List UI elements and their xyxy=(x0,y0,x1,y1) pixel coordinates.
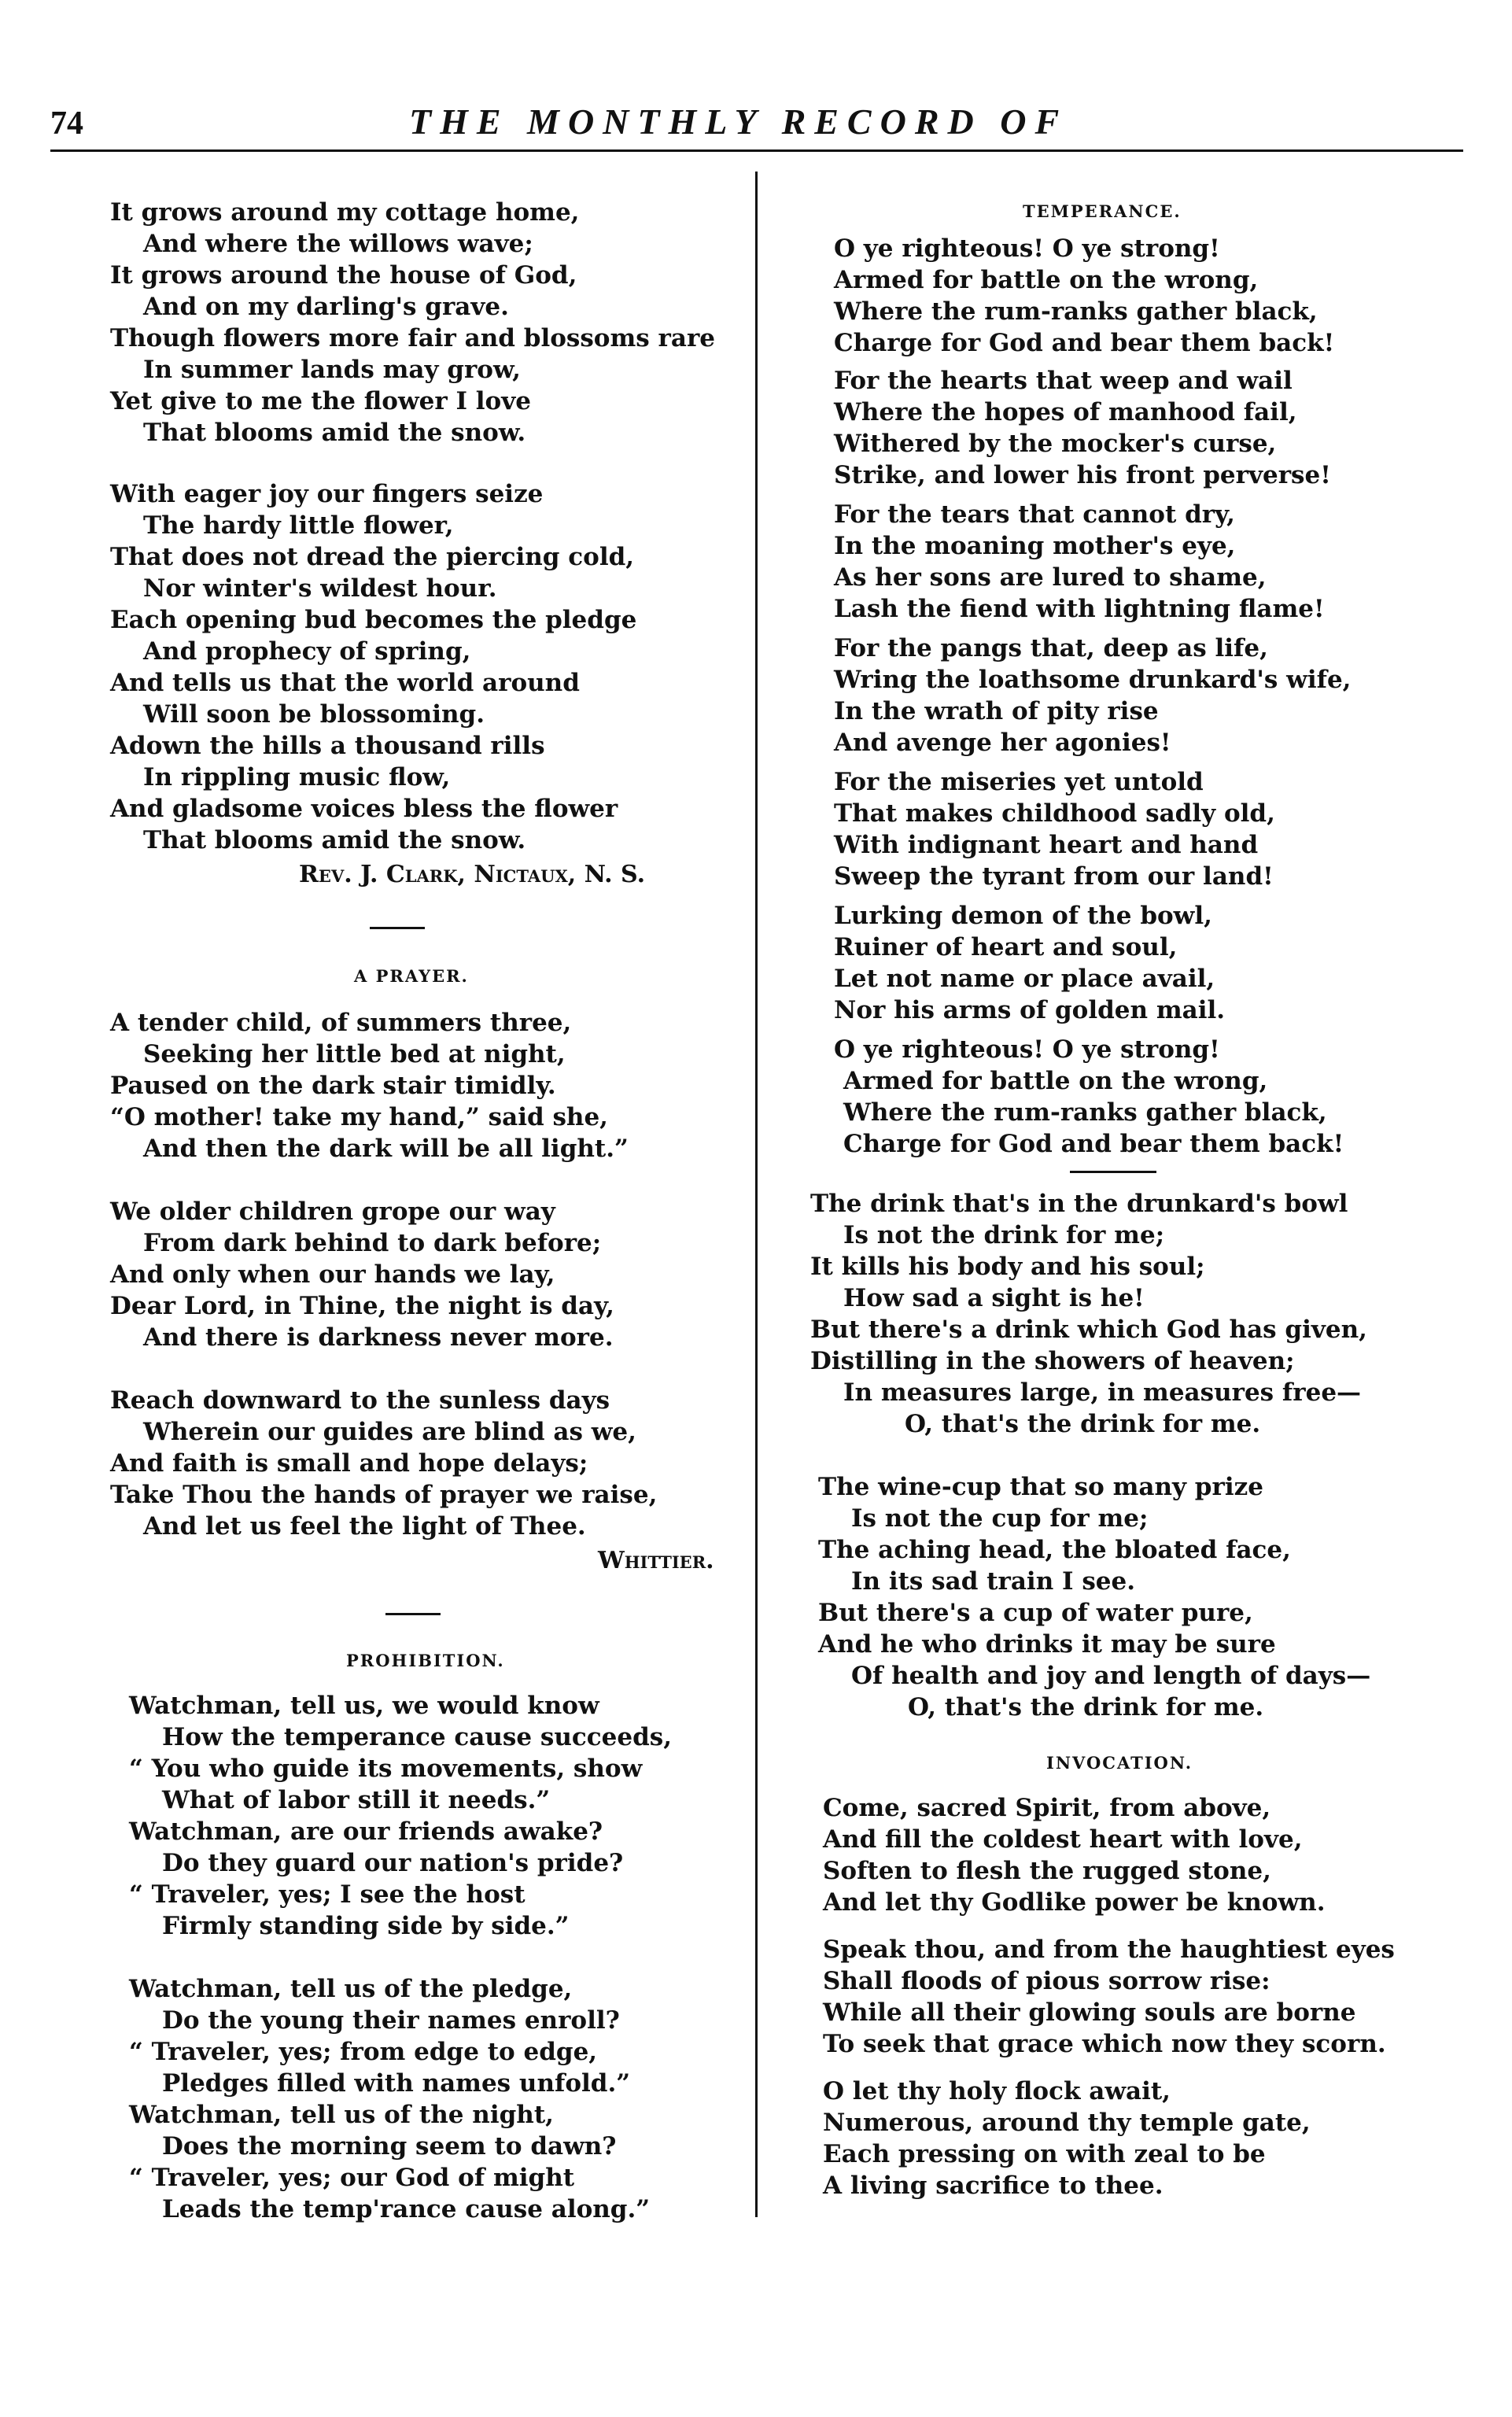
poem-line: While all their glowing souls are borne xyxy=(823,1998,1356,2027)
poem-line: A living sacrifice to thee. xyxy=(823,2172,1164,2200)
poem-line: With eager joy our fingers seize xyxy=(110,480,544,508)
poem-line: Firmly standing side by side.” xyxy=(162,1912,570,1940)
poem-line: Pledges filled with names unfold.” xyxy=(162,2069,631,2098)
poem-line: The aching head, the bloated face, xyxy=(818,1536,1291,1564)
poem-line: Lurking demon of the bowl, xyxy=(834,902,1212,930)
poem-line: Do they guard our nation's pride? xyxy=(162,1849,624,1877)
poem-line: Watchman, tell us of the night, xyxy=(129,2101,554,2129)
section-rule xyxy=(1070,1171,1156,1173)
poem-line: Adown the hills a thousand rills xyxy=(110,732,545,760)
poem-line: And there is darkness never more. xyxy=(143,1323,614,1352)
poem-line: And tells us that the world around xyxy=(110,669,580,697)
poem-line: O, that's the drink for me. xyxy=(905,1410,1261,1438)
header-rule xyxy=(50,149,1463,152)
poem-line: And let us feel the light of Thee. xyxy=(143,1512,586,1541)
poem-line: And then the dark will be all light.” xyxy=(143,1135,629,1163)
poem-line: It grows around my cottage home, xyxy=(110,198,580,227)
poem-line: How the temperance cause succeeds, xyxy=(162,1723,672,1751)
poem-line: O let thy holy flock await, xyxy=(823,2077,1171,2105)
poem-line: Do the young their names enroll? xyxy=(162,2006,620,2035)
poem-line: Charge for God and bear them back! xyxy=(834,329,1335,357)
poem-line: And prophecy of spring, xyxy=(143,637,471,666)
poem-line: In summer lands may grow, xyxy=(143,356,521,384)
poem-line: The wine-cup that so many prize xyxy=(818,1473,1263,1501)
poem-line: Nor winter's wildest hour. xyxy=(143,574,497,603)
poem-line: Watchman, are our friends awake? xyxy=(129,1817,603,1846)
poem-line: The drink that's in the drunkard's bowl xyxy=(810,1190,1348,1218)
poem-line: In the wrath of pity rise xyxy=(834,697,1159,725)
poem-line: The hardy little flower, xyxy=(143,511,454,540)
poem-line: Sweep the tyrant from our land! xyxy=(834,862,1274,891)
poem-line: Yet give to me the flower I love xyxy=(110,387,531,415)
poem-line: O ye righteous! O ye strong! xyxy=(834,1035,1220,1064)
poem-line: And gladsome voices bless the flower xyxy=(110,795,618,823)
poem-line: Speak thou, and from the haughtiest eyes xyxy=(823,1935,1395,1964)
poem-line: Come, sacred Spirit, from above, xyxy=(823,1794,1271,1822)
poem-line: And on my darling's grave. xyxy=(143,293,509,321)
poem-line: “ You who guide its movements, show xyxy=(129,1755,643,1783)
poem-line: What of labor still it needs.” xyxy=(162,1786,551,1814)
poem-line: Ruiner of heart and soul, xyxy=(834,933,1178,961)
poem-line: And where the willows wave; xyxy=(143,230,533,258)
poem-line: Paused on the dark stair timidly. xyxy=(110,1072,556,1100)
poem-line: Dear Lord, in Thine, the night is day, xyxy=(110,1292,614,1320)
poem-line: Nor his arms of golden mail. xyxy=(834,996,1226,1024)
poem-line: As her sons are lured to shame, xyxy=(834,563,1267,592)
poem-line: For the miseries yet untold xyxy=(834,768,1204,796)
poem-line: Each pressing on with zeal to be xyxy=(823,2140,1266,2168)
poem-line: Though flowers more fair and blossoms rare xyxy=(110,324,716,352)
poem-line: Seeking her little bed at night, xyxy=(143,1040,566,1068)
section-title-invocation: INVOCATION. xyxy=(1046,1753,1193,1773)
poem-line: That makes childhood sadly old, xyxy=(834,799,1275,828)
poem-line: And fill the coldest heart with love, xyxy=(823,1825,1303,1854)
poem-line: For the tears that cannot dry, xyxy=(834,500,1235,529)
poem-line: In the moaning mother's eye, xyxy=(834,532,1236,560)
section-title-prohibition: PROHIBITION. xyxy=(346,1651,505,1670)
poem-attribution: Rev. J. Clark, Nictaux, N. S. xyxy=(299,861,646,888)
poem-line: “ Traveler, yes; I see the host xyxy=(129,1880,526,1909)
section-title-prayer: A PRAYER. xyxy=(354,966,469,986)
poem-line: Distilling in the showers of heaven; xyxy=(810,1347,1295,1375)
poem-line: Charge for God and bear them back! xyxy=(843,1130,1344,1158)
poem-line: And avenge her agonies! xyxy=(834,729,1171,757)
poem-attribution: Whittier. xyxy=(598,1547,714,1574)
poem-line: We older children grope our way xyxy=(110,1197,555,1226)
poem-line: Where the hopes of manhood fail, xyxy=(834,398,1297,426)
poem-line: It grows around the house of God, xyxy=(110,261,577,290)
poem-line: Watchman, tell us, we would know xyxy=(129,1692,599,1720)
poem-line: Armed for battle on the wrong, xyxy=(843,1067,1268,1095)
poem-line: Each opening bud becomes the pledge xyxy=(110,606,637,634)
poem-line: Wring the loathsome drunkard's wife, xyxy=(834,666,1352,694)
poem-line: Will soon be blossoming. xyxy=(143,700,485,729)
section-rule xyxy=(385,1613,441,1615)
poem-line: And faith is small and hope delays; xyxy=(110,1449,588,1478)
poem-line: But there's a cup of water pure, xyxy=(818,1599,1253,1627)
poem-line: That blooms amid the snow. xyxy=(143,419,526,447)
running-title: THE MONTHLY RECORD OF xyxy=(409,101,1068,142)
poem-line: To seek that grace which now they scorn. xyxy=(823,2030,1386,2058)
poem-line: Of health and joy and length of days— xyxy=(851,1662,1371,1690)
poem-line: Armed for battle on the wrong, xyxy=(834,266,1259,294)
poem-line: O, that's the drink for me. xyxy=(908,1693,1264,1721)
poem-line: In measures large, in measures free— xyxy=(843,1378,1362,1407)
poem-line: And only when our hands we lay, xyxy=(110,1260,555,1289)
poem-line: Does the morning seem to dawn? xyxy=(162,2132,617,2161)
poem-line: Lash the fiend with lightning flame! xyxy=(834,595,1325,623)
poem-line: Where the rum-ranks gather black, xyxy=(834,297,1318,326)
poem-line: Where the rum-ranks gather black, xyxy=(843,1098,1327,1127)
poem-line: That does not dread the piercing cold, xyxy=(110,543,635,571)
poem-line: O ye righteous! O ye strong! xyxy=(834,234,1220,263)
poem-line: How sad a sight is he! xyxy=(843,1284,1145,1312)
poem-line: Strike, and lower his front perverse! xyxy=(834,461,1331,489)
poem-line: Soften to flesh the rugged stone, xyxy=(823,1857,1271,1885)
poem-line: Shall floods of pious sorrow rise: xyxy=(823,1967,1270,1995)
section-rule xyxy=(370,927,425,929)
poem-line: “ Traveler, yes; from edge to edge, xyxy=(129,2038,598,2066)
poem-line: Withered by the mocker's curse, xyxy=(834,430,1277,458)
page-number: 74 xyxy=(50,105,83,142)
poem-line: Is not the drink for me; xyxy=(843,1221,1165,1249)
poem-line: Leads the temp'rance cause along.” xyxy=(162,2195,651,2223)
section-title-temperance: TEMPERANCE. xyxy=(1023,201,1182,221)
poem-line: “ Traveler, yes; our God of might xyxy=(129,2164,575,2192)
poem-line: Wherein our guides are blind as we, xyxy=(143,1418,636,1446)
poem-line: In rippling music flow, xyxy=(143,763,451,792)
poem-line: It kills his body and his soul; xyxy=(810,1253,1205,1281)
poem-line: For the hearts that weep and wail xyxy=(834,367,1293,395)
poem-line: But there's a drink which God has given, xyxy=(810,1316,1367,1344)
poem-line: Is not the cup for me; xyxy=(851,1504,1149,1533)
poem-line: And he who drinks it may be sure xyxy=(818,1630,1276,1659)
poem-line: “O mother! take my hand,” said she, xyxy=(110,1103,608,1131)
poem-line: Reach downward to the sunless days xyxy=(110,1386,610,1415)
poem-line: Let not name or place avail, xyxy=(834,965,1215,993)
poem-line: Take Thou the hands of prayer we raise, xyxy=(110,1481,658,1509)
poem-line: With indignant heart and hand xyxy=(834,831,1259,859)
poem-line: Watchman, tell us of the pledge, xyxy=(129,1975,573,2003)
poem-line: For the pangs that, deep as life, xyxy=(834,634,1268,662)
column-divider xyxy=(755,172,758,2217)
poem-line: In its sad train I see. xyxy=(851,1567,1136,1596)
poem-line: And let thy Godlike power be known. xyxy=(823,1888,1326,1917)
poem-line: From dark behind to dark before; xyxy=(143,1229,602,1257)
poem-line: A tender child, of summers three, xyxy=(110,1009,572,1037)
page-header xyxy=(0,0,1512,165)
poem-line: That blooms amid the snow. xyxy=(143,826,526,854)
poem-line: Numerous, around thy temple gate, xyxy=(823,2109,1311,2137)
